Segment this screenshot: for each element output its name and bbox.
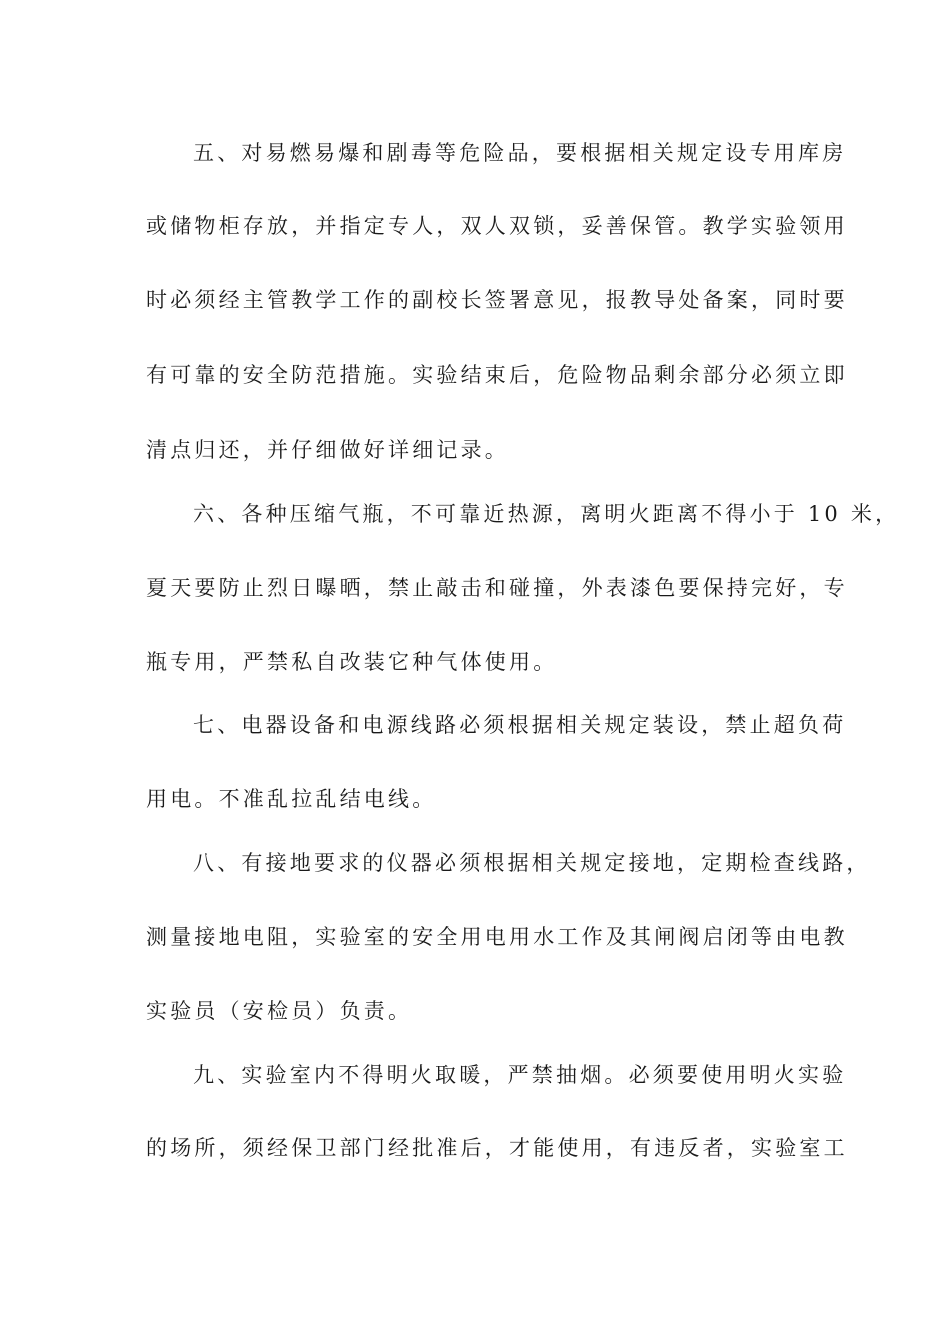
paragraph-5-line-1: 五、对易燃易爆和剧毒等危险品，要根据相关规定设专用库房	[193, 141, 847, 165]
paragraph-6-line-2: 夏天要防止烈日曝晒，禁止敲击和碰撞，外表漆色要保持完好，专	[146, 576, 848, 600]
paragraph-9-line-2: 的场所，须经保卫部门经批准后，才能使用，有违反者，实验室工	[146, 1136, 848, 1160]
paragraph-8-line-3: 实验员（安检员）负责。	[146, 999, 413, 1023]
paragraph-8-line-2: 测量接地电阻，实验室的安全用电用水工作及其闸阀启闭等由电教	[146, 925, 848, 949]
paragraph-9-line-1: 九、实验室内不得明火取暖，严禁抽烟。必须要使用明火实验	[193, 1063, 847, 1087]
paragraph-6-line-3: 瓶专用，严禁私自改装它种气体使用。	[146, 650, 558, 674]
paragraph-5-line-2: 或储物柜存放，并指定专人，双人双锁，妥善保管。教学实验领用	[146, 214, 848, 238]
paragraph-8-line-1: 八、有接地要求的仪器必须根据相关规定接地，定期检查线路，	[193, 851, 871, 875]
paragraph-7-line-2: 用电。不准乱拉乱结电线。	[146, 787, 437, 811]
paragraph-7-line-1: 七、电器设备和电源线路必须根据相关规定装设，禁止超负荷	[193, 713, 847, 737]
paragraph-6-line-1: 六、各种压缩气瓶，不可靠近热源，离明火距离不得小于 10 米，	[193, 502, 900, 526]
paragraph-5-line-5: 清点归还，并仔细做好详细记录。	[146, 438, 509, 462]
paragraph-5-line-4: 有可靠的安全防范措施。实验结束后，危险物品剩余部分必须立即	[146, 363, 848, 387]
paragraph-5-line-3: 时必须经主管教学工作的副校长签署意见，报教导处备案，同时要	[146, 288, 848, 312]
